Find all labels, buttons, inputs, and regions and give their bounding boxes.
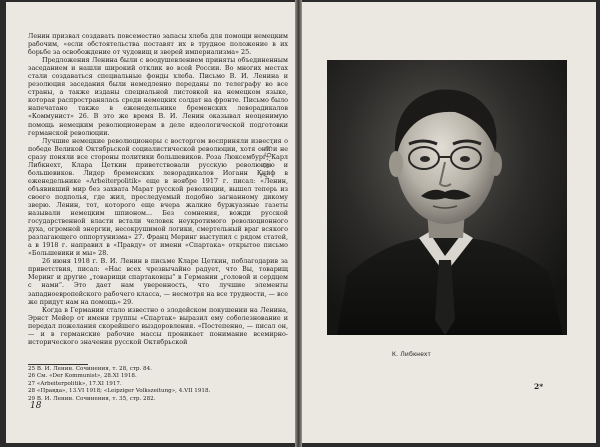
ear — [389, 151, 403, 177]
footnote: 26 См. «Der Kommunist», 28.XI 1918. — [28, 373, 137, 380]
eye — [420, 156, 430, 162]
paragraph: Лучшие немецкие революционеры с восторгом восприняли известия о победе Великой Октябрьской социалистической революции, хотя они и не сразу поняли все стороны политики большевиков. Роза Люксембург, Карл Либкнехт, Клара Цеткин приветствовали русскую революцию и большевиков. Лидер бременских леворадикалов Иоганн Книф в еженедельнике «Arbeiterpolitik» еще в ноябре 1917 г. писал: «Ленин, объявивший мир без захвата Марат русской революции, вышел теперь из своего подполья, где жил, преследуемый подобно загнанному дикому зверю. Ленин, тот, которого еще вчера жалкие буржуазные газеты называли немецким шпионом... Без сомнения, вожди русской государственной власти встали человек неукротимого революционного духа, огромной энергии, несокрушимой логики, смертельный враг всякого разлагающего оппортунизма» 27. Франц Меринг выступил с рядом статей, а в 1918 г. направил в «Правду» от имени «Спартака» открытое письмо «Большевики и мы» 28. — [28, 136, 288, 258]
right-page — [302, 2, 596, 443]
book-gutter — [295, 0, 302, 447]
ear — [490, 152, 502, 176]
paragraph: Предложения Ленина были с воодушевлением приняты объединенным заседанием и нашли широкий отклик во всей России. Во многих местах стали создаваться специальные фонды хлеба. Письмо В. И. Ленина и резолюция заседания были немедленно переданы по телеграфу во все страны, а также изданы специальной листовкой на немецком языке, которая распространялась среди немецких солдат на фронте. Письмо было напечатано также в еженедельнике бременских леворадикалов «Коммунист» 26. В это же время В. И. Ленин оказывал неоценимую помощь немецким революционерам в деле идеологической подготовки германской революции. — [28, 56, 288, 137]
paragraph: Ленин призвал создавать повсеместно запасы хлеба для помощи немецким рабочим, «если обстоятельства поставят их в трудное положение в их борьбе за освобождение от чудовищ и зверей империализма» 25. — [28, 32, 288, 57]
signature-mark: 2* — [534, 382, 544, 391]
photo-caption: К. Либкнехт — [392, 351, 431, 358]
footnote-divider — [28, 364, 88, 365]
footnote: 25 В. И. Ленин. Сочинения, т. 28, стр. 84. — [28, 366, 152, 372]
portrait-photo — [327, 60, 567, 335]
paragraph: 26 июня 1918 г. В. И. Ленин в письме Кларе Цеткин, поблагодарив за приветствия, писал: «Нас всех чрезвычайно радует, что Вы, товарищ Меринг и другие „товарищи спартаковцы“ в Германии „головой и сердцем с нами“. Это дает нам уверенность, что лучшие элементы западноевропейского рабочего класса, — несмотря на все трудности, — все же придут нам на помощь» 29. — [28, 257, 288, 306]
eye — [460, 156, 470, 162]
footnotes — [28, 366, 288, 403]
body-text — [28, 32, 288, 346]
footnote: 28 «Правда», 13.VI 1918; «Leipziger Volkszeitung», 4.VII 1918. — [28, 388, 211, 395]
footnote: 27 «Arbeiterpolitik», 17.XI 1917. — [28, 380, 122, 387]
page-number: 18 — [30, 401, 42, 411]
footnote: 29 В. И. Ленин. Сочинения, т. 35, стр. 282. — [28, 395, 156, 402]
pencil-margin-note: 7.8.63. — [260, 140, 277, 180]
portrait-illustration — [327, 60, 567, 335]
paragraph: Когда в Германии стало известно о злодейском покушении на Ленина, Эрнст Мейер от имени группы «Спартак» выразил ему соболезнование и передал пожелания скорейшего выздоровления. «Постепенно, — писал он, — и в германские рабочие массы проникает понимание всемирно-исторического значения русской Октябрьской — [28, 305, 288, 346]
left-page — [6, 2, 295, 443]
